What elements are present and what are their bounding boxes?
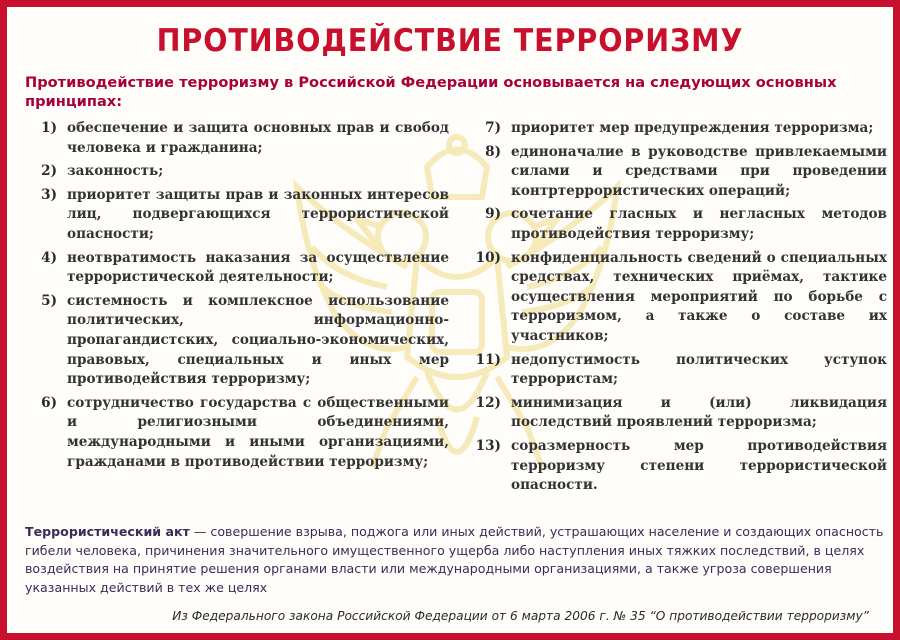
item-number: 13) — [475, 437, 501, 454]
item-text: соразмерность мер противодействия терроризму степени террористической опасности. — [511, 437, 887, 494]
item-number: 1) — [41, 120, 57, 136]
item-number: 7) — [485, 120, 501, 136]
item-number: 10) — [475, 249, 501, 266]
item-number: 8) — [485, 143, 501, 160]
item-number: 12) — [475, 394, 501, 411]
definition-text: — совершение взрыва, поджога или иных действий, устрашающих население и создающих опасность гибели человека, причинения значительного имущественного ущерба либо наступления иных тяжких последствий, в целях воздействия на принятие решения органами власти или международными организациями, а также угроза совершения указанных действий в тех же целях — [25, 524, 884, 595]
item-text: приоритет мер предупреждения терроризма; — [511, 120, 874, 136]
item-text: системность и комплексное использование политических, информационно-пропагандистских, социально-экономических, правовых, специальных и иных мер противодействия терроризму; — [67, 292, 449, 388]
list-item — [29, 162, 449, 182]
terrorist-act-definition — [25, 523, 887, 597]
item-number: 3) — [41, 186, 57, 203]
principles-left-column — [29, 119, 449, 476]
intro-text: Противодействие терроризму в Российской Федерации основывается на следующих основных принципах: — [25, 74, 837, 110]
definition-term: Террористический акт — [25, 524, 190, 539]
list-item — [29, 292, 449, 390]
list-item — [465, 394, 887, 433]
list-item — [465, 143, 887, 202]
list-item — [29, 394, 449, 472]
item-number: 11) — [475, 351, 501, 368]
item-number: 9) — [485, 206, 501, 223]
item-text: минимизация и (или) ликвидация последствий проявлений терроризма; — [511, 394, 887, 431]
list-item — [29, 249, 449, 288]
item-text: неотвратимость наказания за осуществление террористической деятельности; — [67, 249, 449, 286]
source-citation: Из Федерального закона Российской Федерации от 6 марта 2006 г. № 35 “О противодействии терроризму” — [172, 609, 869, 623]
item-number: 2) — [41, 163, 57, 180]
item-number: 6) — [41, 394, 57, 411]
page-title: ПРОТИВОДЕЙСТВИЕ ТЕРРОРИЗМУ — [156, 23, 744, 59]
item-text: приоритет защиты прав и законных интересов лиц, подвергающихся террористической опасности; — [67, 186, 449, 242]
list-item — [465, 119, 887, 139]
list-item — [465, 437, 887, 496]
item-text: сочетание гласных и негласных методов противодействия терроризму; — [511, 206, 887, 242]
item-text: конфиденциальность сведений о специальных средствах, технических приёмах, тактике осуществления мероприятий по борьбе с терроризмом, а также о составе их участников; — [511, 249, 887, 344]
item-text: законность; — [67, 163, 164, 180]
list-item — [29, 119, 449, 158]
item-text: недопустимость политических уступок террористам; — [511, 351, 887, 388]
item-text: обеспечение и защита основных прав и свобод человека и гражданина; — [67, 120, 449, 156]
list-item — [465, 205, 887, 244]
list-item — [465, 249, 887, 347]
item-text: сотрудничество государства с общественными и религиозными объединениями, международными и иными организациями, гражданами в противодействии терроризму; — [67, 394, 449, 470]
item-text: единоначалие в руководстве привлекаемыми силами и средствами при проведении контртеррористических операций; — [511, 143, 887, 199]
list-item — [465, 351, 887, 390]
list-item — [29, 186, 449, 245]
principles-right-column — [465, 119, 887, 500]
item-number: 4) — [41, 249, 57, 266]
item-number: 5) — [41, 292, 57, 309]
